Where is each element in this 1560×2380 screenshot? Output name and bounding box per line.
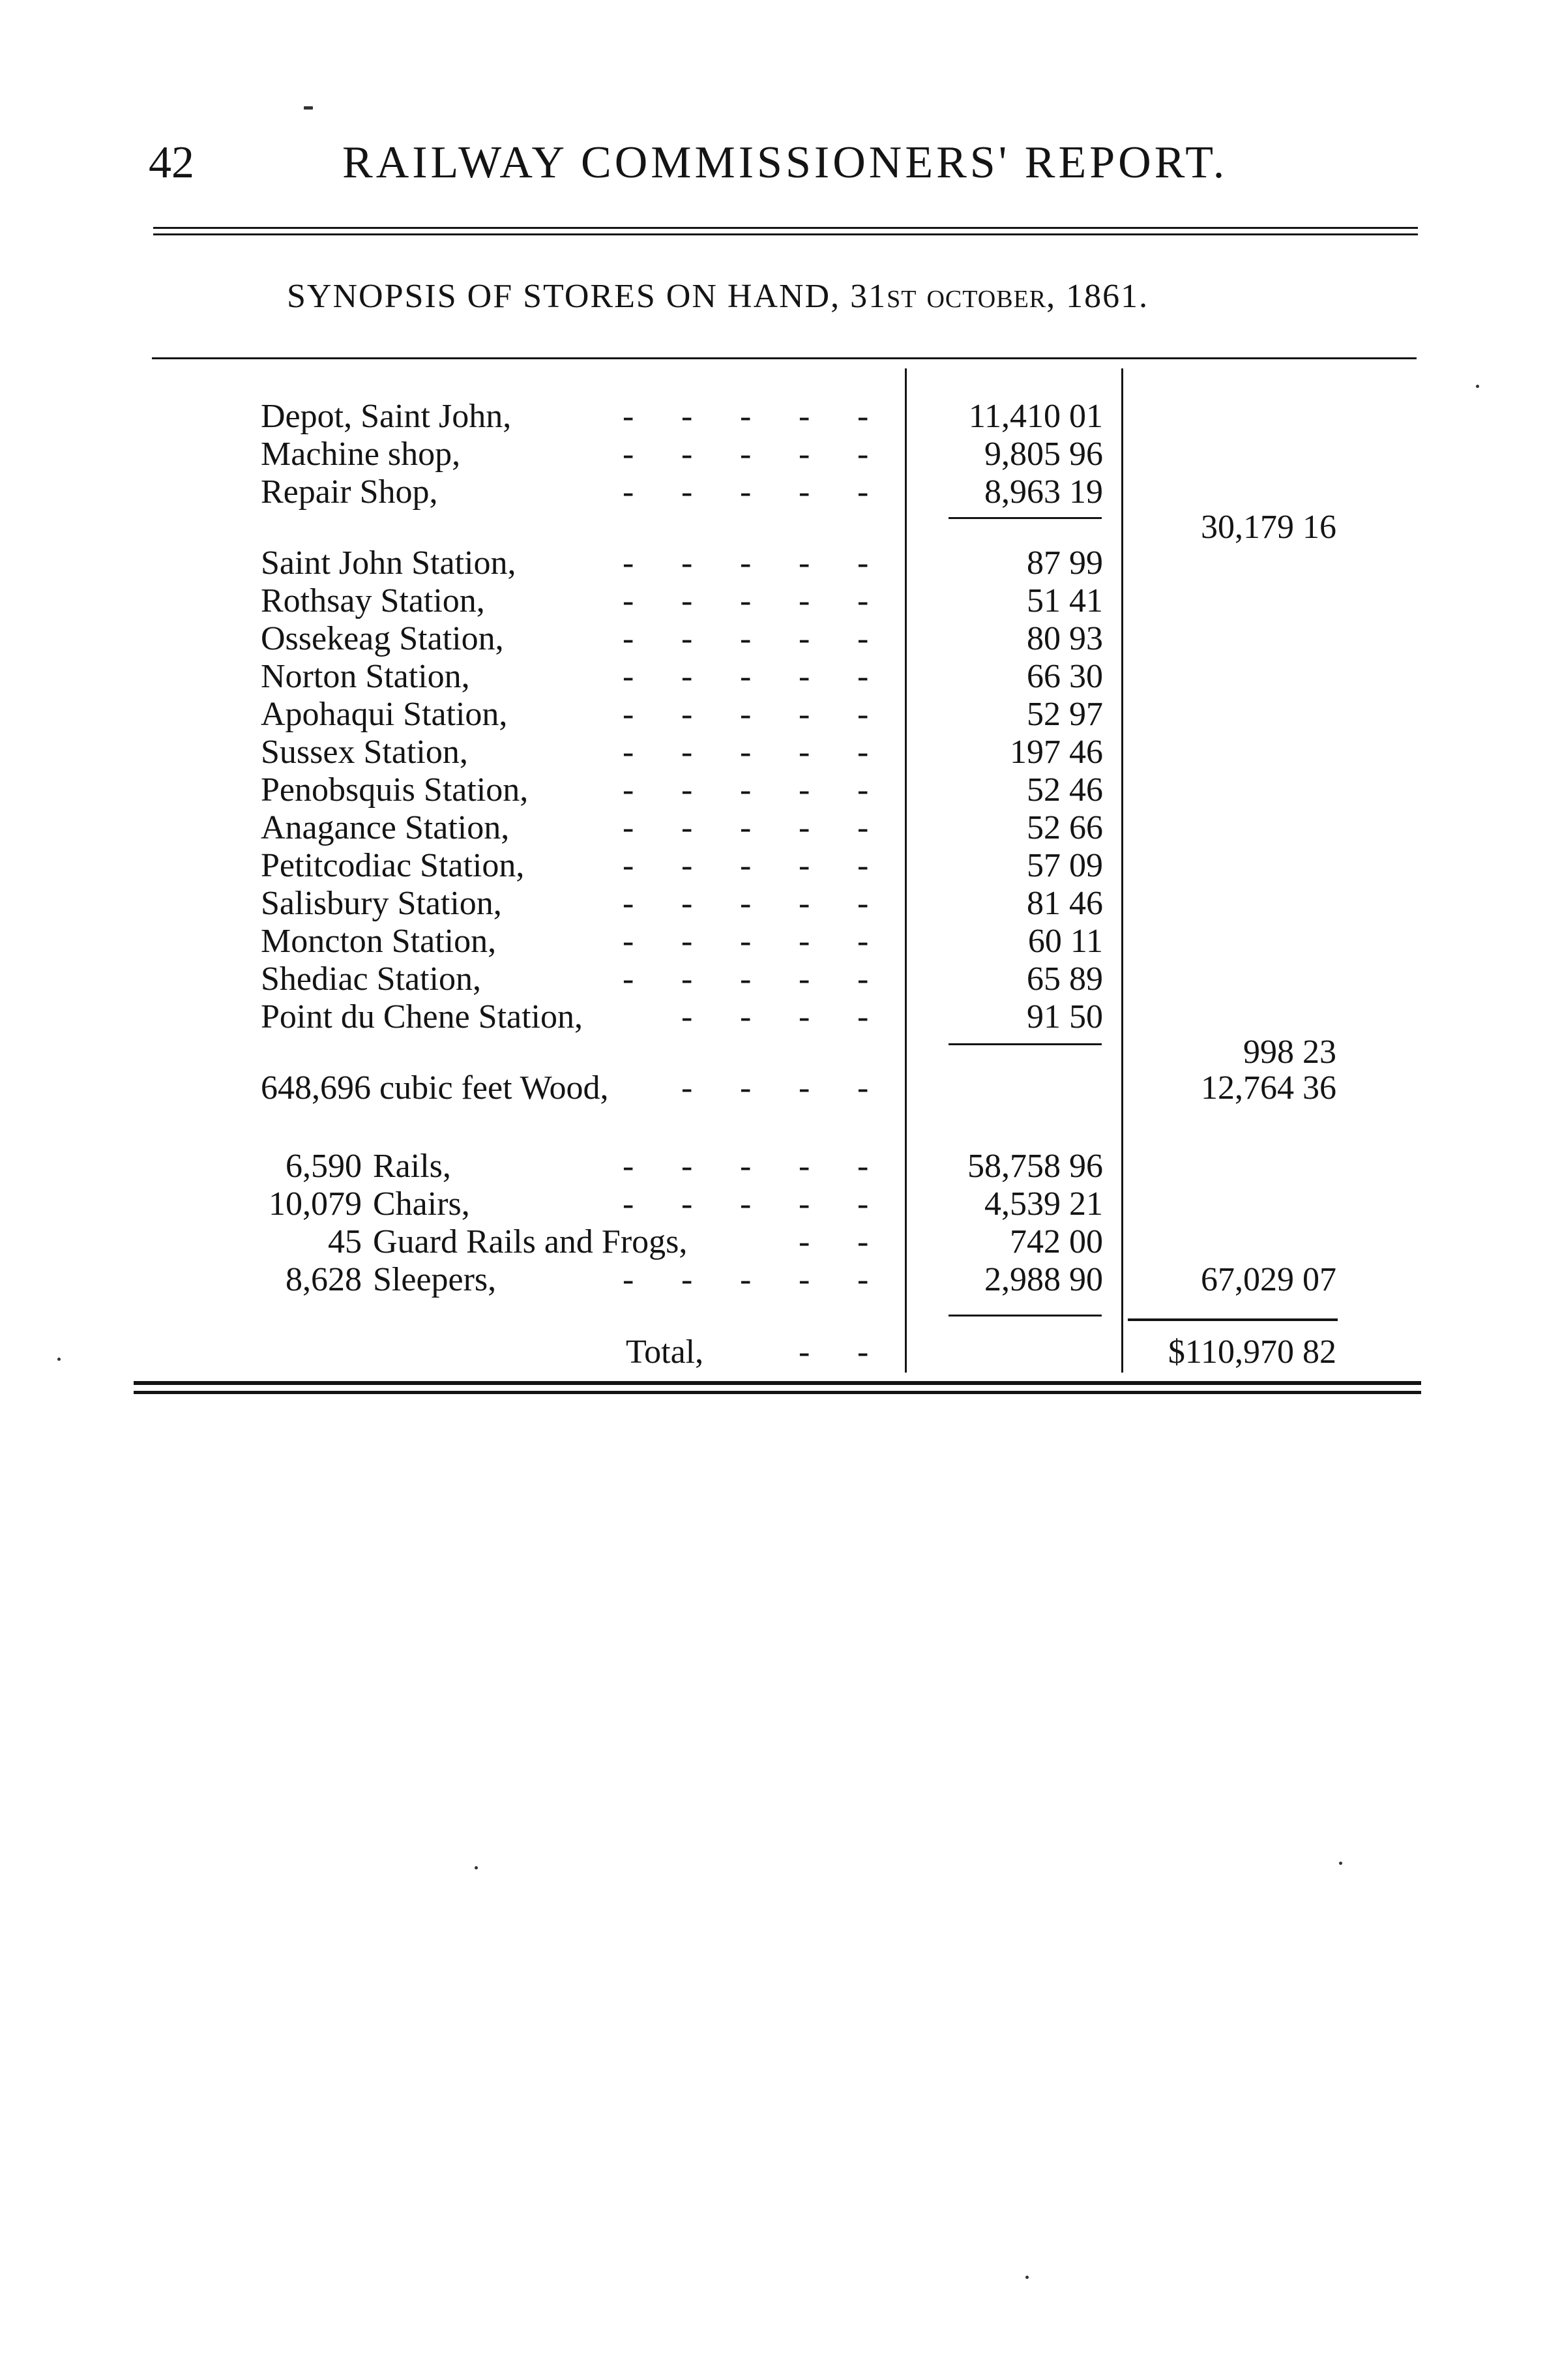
leader-dash: - bbox=[857, 1069, 869, 1107]
subtotal-rule bbox=[949, 1315, 1102, 1316]
leader-dash: - bbox=[681, 473, 693, 511]
leader-dash: - bbox=[681, 960, 693, 998]
leader-dash: - bbox=[740, 1148, 752, 1185]
leader-dash: - bbox=[623, 847, 634, 884]
group-subtotal: 67,029 07 bbox=[1201, 1261, 1336, 1298]
leader-dash: - bbox=[857, 847, 869, 884]
leader-dash: - bbox=[623, 923, 634, 960]
row-amount: 58,758 96 bbox=[967, 1148, 1103, 1185]
table-row bbox=[0, 771, 1560, 809]
leader-dash: - bbox=[799, 1261, 810, 1298]
row-amount: 4,539 21 bbox=[984, 1185, 1103, 1223]
leader-dash: - bbox=[740, 436, 752, 473]
leader-dash: - bbox=[799, 1333, 810, 1371]
leader-dash: - bbox=[799, 436, 810, 473]
row-amount: 81 46 bbox=[1027, 885, 1103, 922]
leader-dash: - bbox=[681, 658, 693, 695]
row-label: Anagance Station, bbox=[261, 809, 510, 846]
table-row bbox=[0, 658, 1560, 696]
ink-speck bbox=[1339, 1862, 1342, 1865]
row-label: Machine shop, bbox=[261, 436, 461, 473]
header-rule-top bbox=[153, 227, 1418, 229]
table-row bbox=[0, 998, 1560, 1036]
leader-dash: - bbox=[857, 436, 869, 473]
leader-dash: - bbox=[857, 1185, 869, 1223]
row-label: Sussex Station, bbox=[261, 734, 468, 771]
table-title-year: , 1861. bbox=[1046, 278, 1149, 315]
leader-dash: - bbox=[740, 696, 752, 733]
leader-dash: - bbox=[857, 473, 869, 511]
leader-dash: - bbox=[623, 809, 634, 846]
row-amount: 9,805 96 bbox=[984, 436, 1103, 473]
leader-dash: - bbox=[681, 734, 693, 771]
ink-speck bbox=[304, 106, 313, 110]
group-subtotal: 998 23 bbox=[1243, 1034, 1336, 1071]
leader-dash: - bbox=[681, 771, 693, 809]
table-top-rule bbox=[152, 357, 1417, 359]
leader-dash: - bbox=[857, 398, 869, 435]
leader-dash: - bbox=[623, 1148, 634, 1185]
row-quantity: 45 bbox=[328, 1223, 362, 1260]
table-row bbox=[0, 398, 1560, 436]
row-label: 648,696 cubic feet Wood, bbox=[261, 1069, 609, 1107]
leader-dash: - bbox=[623, 436, 634, 473]
row-amount: 51 41 bbox=[1027, 582, 1103, 619]
row-amount: 65 89 bbox=[1027, 960, 1103, 998]
table-title-month: OCTOBER bbox=[926, 286, 1047, 313]
leader-dash: - bbox=[740, 658, 752, 695]
leader-dash: - bbox=[799, 658, 810, 695]
leader-dash: - bbox=[857, 1261, 869, 1298]
table-row bbox=[0, 809, 1560, 847]
table-row bbox=[0, 885, 1560, 923]
leader-dash: - bbox=[799, 544, 810, 582]
leader-dash: - bbox=[799, 696, 810, 733]
row-label: Repair Shop, bbox=[261, 473, 438, 511]
row-amount: 11,410 01 bbox=[968, 398, 1103, 435]
leader-dash: - bbox=[857, 923, 869, 960]
page-number: 42 bbox=[149, 138, 194, 188]
leader-dash: - bbox=[799, 847, 810, 884]
leader-dash: - bbox=[799, 998, 810, 1035]
row-label: Petitcodiac Station, bbox=[261, 847, 525, 884]
row-label: Apohaqui Station, bbox=[261, 696, 508, 733]
leader-dash: - bbox=[740, 960, 752, 998]
row-label: Moncton Station, bbox=[261, 923, 497, 960]
leader-dash: - bbox=[681, 1148, 693, 1185]
leader-dash: - bbox=[681, 398, 693, 435]
leader-dash: - bbox=[857, 544, 869, 582]
leader-dash: - bbox=[857, 809, 869, 846]
total-row bbox=[0, 1333, 1560, 1371]
row-label: Guard Rails and Frogs, bbox=[373, 1223, 688, 1260]
leader-dash: - bbox=[681, 1185, 693, 1223]
leader-dash: - bbox=[799, 809, 810, 846]
leader-dash: - bbox=[857, 582, 869, 619]
leader-dash: - bbox=[799, 1185, 810, 1223]
leader-dash: - bbox=[623, 771, 634, 809]
leader-dash: - bbox=[799, 771, 810, 809]
row-amount: 87 99 bbox=[1027, 544, 1103, 582]
table-bottom-rule-thick bbox=[134, 1381, 1421, 1385]
table-title bbox=[287, 277, 1149, 316]
row-amount: 52 46 bbox=[1027, 771, 1103, 809]
leader-dash: - bbox=[623, 582, 634, 619]
row-amount: 66 30 bbox=[1027, 658, 1103, 695]
leader-dash: - bbox=[740, 620, 752, 657]
leader-dash: - bbox=[857, 1223, 869, 1260]
leader-dash: - bbox=[623, 960, 634, 998]
row-quantity: 8,628 bbox=[286, 1261, 362, 1298]
leader-dash: - bbox=[799, 960, 810, 998]
table-title-ordinal: ST bbox=[887, 286, 917, 313]
ink-speck bbox=[475, 1866, 478, 1869]
leader-dash: - bbox=[740, 809, 752, 846]
running-title: RAILWAY COMMISSIONERS' REPORT. bbox=[342, 138, 1228, 188]
leader-dash: - bbox=[681, 1069, 693, 1107]
leader-dash: - bbox=[623, 885, 634, 922]
leader-dash: - bbox=[857, 696, 869, 733]
leader-dash: - bbox=[681, 436, 693, 473]
leader-dash: - bbox=[799, 582, 810, 619]
table-row bbox=[0, 620, 1560, 658]
ink-speck bbox=[57, 1358, 61, 1361]
leader-dash: - bbox=[857, 1148, 869, 1185]
leader-dash: - bbox=[799, 734, 810, 771]
leader-dash: - bbox=[740, 1069, 752, 1107]
leader-dash: - bbox=[799, 1069, 810, 1107]
total-rule bbox=[1128, 1318, 1338, 1321]
leader-dash: - bbox=[857, 960, 869, 998]
row-amount: 742 00 bbox=[1010, 1223, 1103, 1260]
subtotal-rule bbox=[949, 1043, 1102, 1045]
leader-dash: - bbox=[799, 1148, 810, 1185]
leader-dash: - bbox=[681, 620, 693, 657]
leader-dash: - bbox=[857, 1333, 869, 1371]
table-row bbox=[0, 923, 1560, 960]
leader-dash: - bbox=[681, 696, 693, 733]
leader-dash: - bbox=[681, 1261, 693, 1298]
row-label: Sleepers, bbox=[373, 1261, 497, 1298]
leader-dash: - bbox=[740, 544, 752, 582]
leader-dash: - bbox=[857, 885, 869, 922]
leader-dash: - bbox=[623, 544, 634, 582]
leader-dash: - bbox=[623, 620, 634, 657]
row-amount: 80 93 bbox=[1027, 620, 1103, 657]
table-row bbox=[0, 734, 1560, 771]
leader-dash: - bbox=[740, 398, 752, 435]
table-row bbox=[0, 582, 1560, 620]
row-amount: 197 46 bbox=[1010, 734, 1103, 771]
table-row bbox=[0, 847, 1560, 885]
leader-dash: - bbox=[681, 998, 693, 1035]
leader-dash: - bbox=[799, 1223, 810, 1260]
row-label: Depot, Saint John, bbox=[261, 398, 512, 435]
leader-dash: - bbox=[857, 771, 869, 809]
leader-dash: - bbox=[740, 998, 752, 1035]
leader-dash: - bbox=[681, 809, 693, 846]
leader-dash: - bbox=[681, 847, 693, 884]
total-value: $110,970 82 bbox=[1168, 1333, 1336, 1371]
group-subtotal-row bbox=[0, 1069, 1560, 1107]
header-rule-bottom bbox=[153, 233, 1418, 235]
group-subtotal-row bbox=[0, 509, 1560, 546]
table-bottom-rule bbox=[134, 1391, 1421, 1394]
table-row bbox=[0, 960, 1560, 998]
table-row bbox=[0, 1223, 1560, 1261]
row-label: Rothsay Station, bbox=[261, 582, 485, 619]
ink-speck bbox=[1476, 385, 1479, 388]
leader-dash: - bbox=[799, 398, 810, 435]
table-title-main: SYNOPSIS OF STORES ON HAND, 31 bbox=[287, 278, 887, 315]
leader-dash: - bbox=[799, 923, 810, 960]
row-label: Ossekeag Station, bbox=[261, 620, 504, 657]
leader-dash: - bbox=[681, 885, 693, 922]
subtotal-rule bbox=[949, 517, 1102, 519]
table-row bbox=[0, 1148, 1560, 1185]
ink-speck bbox=[1025, 2276, 1029, 2279]
row-label: Salisbury Station, bbox=[261, 885, 502, 922]
row-label: Norton Station, bbox=[261, 658, 470, 695]
leader-dash: - bbox=[681, 582, 693, 619]
leader-dash: - bbox=[623, 1261, 634, 1298]
leader-dash: - bbox=[857, 620, 869, 657]
row-label: Chairs, bbox=[373, 1185, 470, 1223]
row-amount: 91 50 bbox=[1027, 998, 1103, 1035]
table-row bbox=[0, 544, 1560, 582]
group-subtotal: 30,179 16 bbox=[1201, 509, 1336, 546]
group-subtotal-row bbox=[0, 1034, 1560, 1071]
leader-dash: - bbox=[740, 923, 752, 960]
leader-dash: - bbox=[740, 771, 752, 809]
table-row bbox=[0, 696, 1560, 734]
row-amount: 8,963 19 bbox=[984, 473, 1103, 511]
row-amount: 60 11 bbox=[1027, 923, 1103, 960]
row-label: Saint John Station, bbox=[261, 544, 516, 582]
row-quantity: 6,590 bbox=[286, 1148, 362, 1185]
leader-dash: - bbox=[857, 998, 869, 1035]
leader-dash: - bbox=[681, 923, 693, 960]
leader-dash: - bbox=[799, 620, 810, 657]
leader-dash: - bbox=[740, 734, 752, 771]
row-amount: 2,988 90 bbox=[984, 1261, 1103, 1298]
leader-dash: - bbox=[623, 473, 634, 511]
row-label: Penobsquis Station, bbox=[261, 771, 529, 809]
row-amount: 52 97 bbox=[1027, 696, 1103, 733]
leader-dash: - bbox=[857, 734, 869, 771]
leader-dash: - bbox=[740, 473, 752, 511]
leader-dash: - bbox=[623, 696, 634, 733]
leader-dash: - bbox=[740, 582, 752, 619]
row-label: Rails, bbox=[373, 1148, 451, 1185]
leader-dash: - bbox=[740, 1261, 752, 1298]
row-amount: 57 09 bbox=[1027, 847, 1103, 884]
table-row bbox=[0, 1185, 1560, 1223]
leader-dash: - bbox=[799, 885, 810, 922]
leader-dash: - bbox=[740, 1185, 752, 1223]
leader-dash: - bbox=[799, 473, 810, 511]
row-label: Shediac Station, bbox=[261, 960, 481, 998]
group-subtotal: 12,764 36 bbox=[1201, 1069, 1336, 1107]
leader-dash: - bbox=[623, 734, 634, 771]
leader-dash: - bbox=[740, 885, 752, 922]
total-label: Total, bbox=[626, 1333, 704, 1371]
leader-dash: - bbox=[623, 658, 634, 695]
table-row bbox=[0, 436, 1560, 473]
row-amount: 52 66 bbox=[1027, 809, 1103, 846]
leader-dash: - bbox=[740, 847, 752, 884]
row-quantity: 10,079 bbox=[269, 1185, 362, 1223]
row-label: Point du Chene Station, bbox=[261, 998, 583, 1035]
leader-dash: - bbox=[623, 1185, 634, 1223]
table-row bbox=[0, 473, 1560, 511]
leader-dash: - bbox=[857, 658, 869, 695]
leader-dash: - bbox=[623, 398, 634, 435]
group-subtotal-row bbox=[0, 1261, 1560, 1299]
leader-dash: - bbox=[681, 544, 693, 582]
